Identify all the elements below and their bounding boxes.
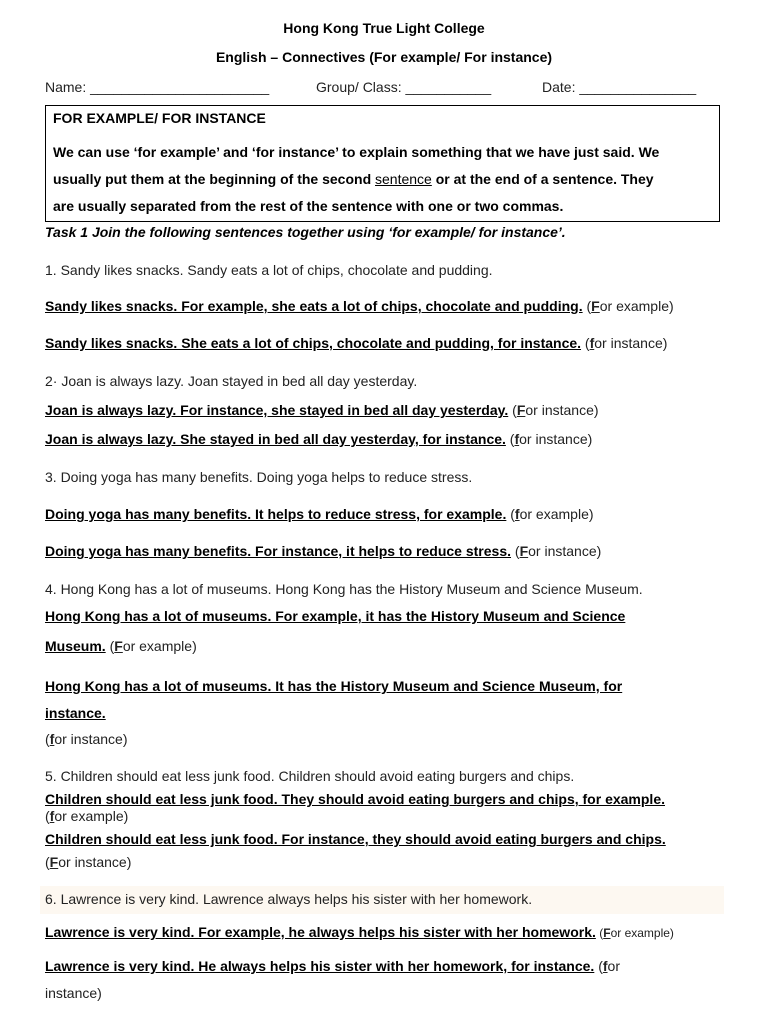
answer-line: Sandy likes snacks. For example, she eats a lot of chips, chocolate and pudding. (For example) xyxy=(45,298,674,314)
info-box-line: are usually separated from the rest of the sentence with one or two commas. xyxy=(53,198,564,214)
name-field: Name: _______________________ xyxy=(45,79,270,95)
school-name: Hong Kong True Light College xyxy=(283,20,485,36)
answer-line: Children should eat less junk food. They should avoid eating burgers and chips, for example. xyxy=(45,791,665,807)
info-box xyxy=(45,105,720,222)
answer-line: Sandy likes snacks. She eats a lot of chips, chocolate and pudding, for instance. (for instance) xyxy=(45,335,668,351)
answer-note: instance) xyxy=(45,985,102,1001)
answer-line: Lawrence is very kind. For example, he always helps his sister with her homework. (For example) xyxy=(45,924,674,940)
answer-note: (For instance) xyxy=(45,854,132,870)
answer-line: instance. xyxy=(45,705,106,721)
question: 3. Doing yoga has many benefits. Doing yoga helps to reduce stress. xyxy=(45,469,473,485)
question: 2· Joan is always lazy. Joan stayed in bed all day yesterday. xyxy=(45,373,418,389)
worksheet-title: English – Connectives (For example/ For instance) xyxy=(215,49,553,65)
question: 1. Sandy likes snacks. Sandy eats a lot of chips, chocolate and pudding. xyxy=(45,262,493,278)
question: 4. Hong Kong has a lot of museums. Hong Kong has the History Museum and Science Museum. xyxy=(45,581,643,597)
task-heading: Task 1 Join the following sentences together using ‘for example/ for instance’. xyxy=(45,224,566,240)
class-field: Group/ Class: ___________ xyxy=(316,79,492,95)
answer-note: (for example) xyxy=(45,808,129,824)
answer-line: Lawrence is very kind. He always helps his sister with her homework, for instance. (for xyxy=(45,958,620,974)
question: 5. Children should eat less junk food. Children should avoid eating burgers and chips. xyxy=(45,768,575,784)
answer-line: Children should eat less junk food. For instance, they should avoid eating burgers and chips. xyxy=(45,831,666,847)
answer-line: Museum. (For example) xyxy=(45,638,197,654)
answer-line: Doing yoga has many benefits. It helps to reduce stress, for example. (for example) xyxy=(45,506,594,522)
underlined-word: sentence xyxy=(375,171,432,187)
answer-line: Joan is always lazy. She stayed in bed all day yesterday, for instance. (for instance) xyxy=(45,431,593,447)
info-box-line: usually put them at the beginning of the second sentence or at the end of a sentence. They xyxy=(53,171,654,187)
answer-note: (for instance) xyxy=(45,731,128,747)
answer-line: Hong Kong has a lot of museums. For example, it has the History Museum and Science xyxy=(45,608,626,624)
info-box-line: We can use ‘for example’ and ‘for instance’ to explain something that we have just said. We xyxy=(53,144,660,160)
date-field: Date: _______________ xyxy=(542,79,697,95)
info-box-heading: FOR EXAMPLE/ FOR INSTANCE xyxy=(53,110,266,126)
answer-line: Joan is always lazy. For instance, she stayed in bed all day yesterday. (For instance) xyxy=(45,402,599,418)
question: 6. Lawrence is very kind. Lawrence always helps his sister with her homework. xyxy=(45,891,533,907)
answer-line: Doing yoga has many benefits. For instance, it helps to reduce stress. (For instance) xyxy=(45,543,602,559)
answer-line: Hong Kong has a lot of museums. It has the History Museum and Science Museum, for xyxy=(45,678,623,694)
